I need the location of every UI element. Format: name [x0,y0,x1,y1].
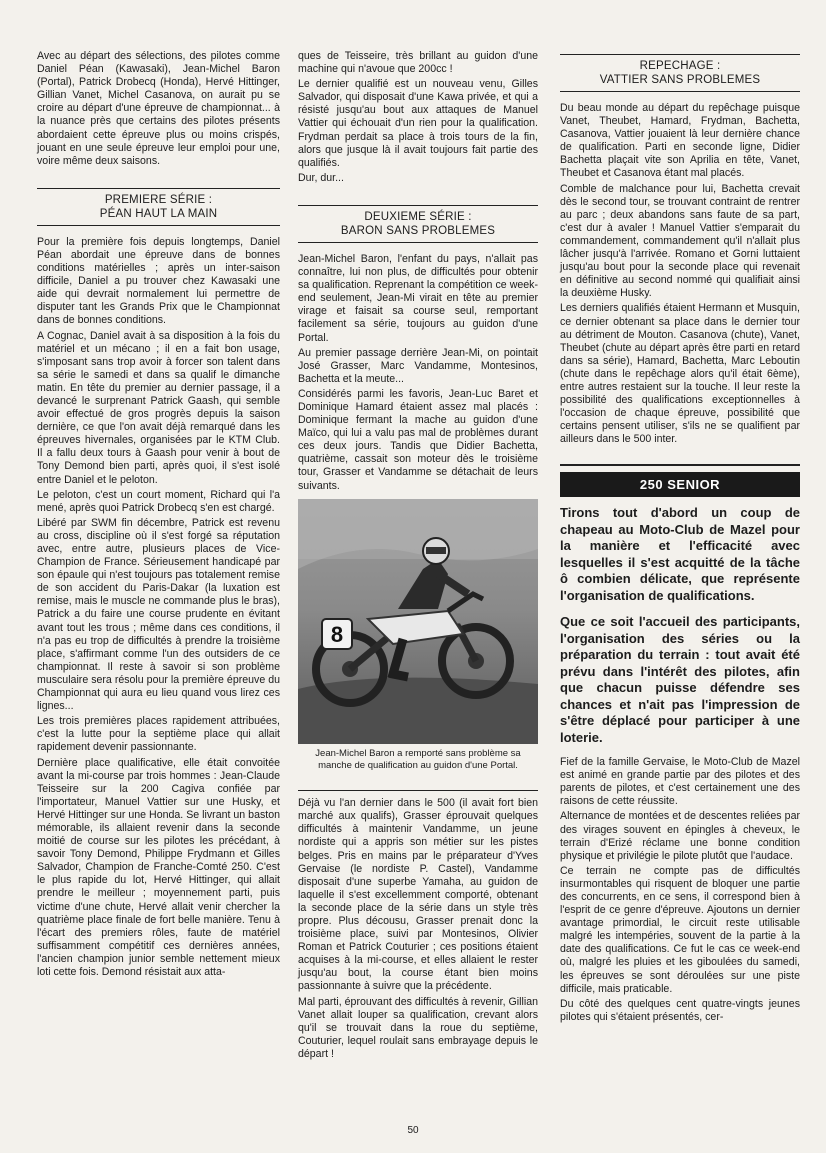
paragraph: A Cognac, Daniel avait à sa disposition à la fois du matériel et un mécano ; il en a fait bon usage, s'imposant sans trop avoir à forcer son talent dans sa série le samedi et dans sa qualif le dimanche matin. En tête du premier au dernier passage, il a devancé le surprenant Patrick Gaash, qui semble avoir effectué de gros progrès depuis la saison dernière, ce que l'on avait déjà remarqué dans les épreuves hivernales, organisées par le KTM Club. Il a fallu deux tours à Gaash pour venir à bout de Tony Demond bien parti, après quoi, il s'est isolé entre Daniel et le peloton. [37,329,280,486]
heading-line-2: BARON SANS PROBLEMES [340,224,496,237]
heading-line-1: REPECHAGE : [639,60,721,72]
divider [560,464,800,466]
motocross-rider-image [298,499,538,744]
paragraph: Fief de la famille Gervaise, le Moto-Club de Mazel est animé en grande partie par des pilotes et des parents de pilotes, et c'est certainement une des raisons de cette réussite. [560,756,800,808]
paragraph: Mal parti, éprouvant des difficultés à revenir, Gillian Vanet allait louper sa qualification, crevant alors qu'il se trouvait dans la roue du septième, Couturier, lequel roulait sans embrayage depuis le départ ! [298,995,538,1060]
paragraph: Dernière place qualificative, elle était convoitée avant la mi-course par trois hommes : Jean-Claude Teisseire sur la 200 Cagiva confiée par l'importateur, Manuel Vattier sur une Husky, et Hervé Hittinger sur une Honda. Se livrant un baston mémorable, ils allaient revenir dans la seconde moitié de course sur les pilotes les précédant, à savoir Tony Demond, Philippe Frydmann et Gilles Salvador, Champion de Franche-Comté 250. C'est le plus rapide du lot, Hervé Hittinger, qui allait prendre le meilleur ; moyennement parti, puis victime d'une chute, Hervé allait venir chercher la quatrième place finale de fort belle manière. Tenu à l'écart des premiers rôles, faute de matériel suffisamment compétitif ces dernières années, l'ancien champion junior semble nettement mieux loti cette fois. Demond résistait aux atta- [37,756,280,978]
heading-line-2: PÉAN HAUT LA MAIN [99,207,218,220]
paragraph: Jean-Michel Baron, l'enfant du pays, n'allait pas connaître, lui non plus, de difficultés pour obtenir sa qualification. Reprenant la compétition ce week-end seulement, Jean-Mi virait en tête au premier virage et faisait sa course seul, remportant facilement sa série, toujours au guidon d'une Portal. [298,252,538,344]
intro-paragraph: Avec au départ des sélections, des pilotes comme Daniel Péan (Kawasaki), Jean-Michel Baron (Portal), Patrick Drobecq (Honda), Hervé Hittinger, Gillian Vanet, Michel Casanova, on aurait pu se croire au départ d'une épreuve de championnat... à la nuance près que certains des pilotes présents abordaient cette épreuve plus ou moins crispés, jouant en une seule épreuve leur emploi pour une, voire même deux saisons. [37,50,280,167]
paragraph: Alternance de montées et de descentes reliées par des virages souvent en épingles à cheveux, le terrain d'Erizé réclame une bonne condition physique et privilégie le pilote plutôt que l'audace. [560,810,800,862]
paragraph: Déjà vu l'an dernier dans le 500 (il avait fort bien marché aux qualifs), Grasser éprouvait quelques difficultés à maintenir Vandamme, un jeune nordiste qui a appris son métier sur les pistes belges. Pris en mains par le préparateur d'Yves Gervaise (le nordiste P. Castel), Vandamme disposait d'une superbe Yamaha, au guidon de laquelle il s'est excellemment comporté, obtenant la seconde place de la série dans un style très propre. Plus décousu, Grasser prenait donc la troisième place, suivi par Montesinos, Olivier Roman et Patrick Couturier ; ces positions étaient acquises à la mi-course, et elles allaient le rester jusqu'au bout, la course étant bien moins passionnante à suivre que la précédente. [298,797,538,993]
number-plate: 8 [330,621,344,647]
page-number: 50 [407,1125,419,1136]
paragraph: Les trois premières places rapidement attribuées, c'est la lutte pour la septième place qui allait rapidement devenir passionnante. [37,715,280,754]
paragraph: Du beau monde au départ du repêchage puisque Vanet, Theubet, Hamard, Frydman, Bachetta, Casanova, Vattier jouaient là leur dernière chance de qualification. Parti en seconde ligne, Didier Bachetta plaçait vite son Aprilia en tête, Vanet, Theubet et Casanova étant mal placés. [560,102,800,180]
heading-line-2: VATTIER SANS PROBLEMES [599,74,761,86]
paragraph: Considérés parmi les favoris, Jean-Luc Baret et Dominique Hamard étaient assez mal placés : Dominique fermant la mache au guidon d'une Maïco, qui lui a valu pas mal de problèmes durant ces deux jours. Tandis que Didier Bachetta, quatrième, cassait son moteur dès le troisième tour, Grasser et Vandamme se détachait de leurs suivants. [298,387,538,492]
paragraph: Comble de malchance pour lui, Bachetta crevait dès le second tour, se trouvant contraint de rentrer au parc ; deux abandons sans faute de sa part, c'est dur à avaler ! Manuel Vattier s'emparait du commandement, commandement qu'il n'allait plus lâcher jusqu'à l'arrivée. Romano et Gorni luttaient jusqu'au bout pour la seconde place qui revenait en définitive au second nommé qui qualifiait ainsi la deuxième Husky. [560,182,800,300]
section-heading [298,205,538,243]
paragraph: Pour la première fois depuis longtemps, Daniel Péan abordait une épreuve dans de bonnes conditions matérielles ; après un inter-saison difficile, Daniel a pu trouver chez Kawasaki une aide qui devrait normalement lui permettre de disputer tant les Grands Prix que le Championnat dans de bonnes conditions. [37,235,280,327]
bold-intro-paragraph: Que ce soit l'accueil des participants, l'organisation des séries ou la préparation du terrain : tout avait été prévu dans l'intérêt des pilotes, afin que chacun puisse défendre ses chances et n'ait pas l'impression de s'être déplacé pour participer à une loterie. [560,614,800,745]
column-3 [560,50,800,1026]
motocross-photo [298,499,538,744]
paragraph: Ce terrain ne compte pas de difficultés insurmontables qui risquent de bloquer une partie des concurrents, en ce sens, il correspond bien à l'esprit de ce genre d'épreuve. Ajoutons un dernier avantage primordial, le circuit reste utilisable malgré les intempéries, souvent de la partie à la date des qualifications. Ce fut le cas ce week-end où, malgré les pluies et les giboulées du samedi, les épreuves se sont déroulées sur une piste difficile, mais praticable. [560,864,800,995]
section-banner: 250 SENIOR [560,472,800,497]
paragraph: Les derniers qualifiés étaient Hermann et Musquin, ce dernier obtenant sa place dans le dernier tour au détriment de Mouton. Casanova (chute), Vanet, Theubet (chute au départ après être parti en retard dans sa série), Hamard, Bachetta, Marc Leboutin (chute dans le repêchage alors qu'il était 6ème), entre autres restaient sur la touche. Il leur reste la possibilité des qualifications exceptionnelles à l'occasion de chaque épreuve, possibilité que certains pensent utiliser, s'ils ne se qualifient par ailleurs dans le 500 inter. [560,302,800,446]
paragraph: Libéré par SWM fin décembre, Patrick est revenu au cross, discipline où il s'est forgé sa réputation avec, entre autre, plusieurs places de Vice-Champion de France. Sérieusement handicapé par son épaule qui n'est toujours pas totalement remise de son accident du Paris-Dakar (la luxation est remise, mais le muscle ne commande plus le bras), Patrick a du faire une course prudente en évitant avant tout les trous ; même dans ces conditions, il n'a pas eu trop de difficultés à prendre la troisième place, s'affirmant comme l'un des outsiders de ce championnat. Il reste à savoir si son problème musculaire sera résolu pour la première épreuve du Championnat qui aura eu lieu quand vous lirez ces lignes... [37,516,280,713]
paragraph: ques de Teisseire, très brillant au guidon d'une machine qui n'avoue que 200cc ! [298,50,538,76]
column-1 [37,50,280,981]
photo-caption: Jean-Michel Baron a remporté sans problème sa manche de qualification au guidon d'une Portal. [315,747,521,771]
paragraph: Au premier passage derrière Jean-Mi, on pointait José Grasser, Marc Vandamme, Montesinos, Bachetta et la meute... [298,346,538,385]
bold-intro-paragraph: Tirons tout d'abord un coup de chapeau au Moto-Club de Mazel pour la manière et l'efficacité avec lesquelles il s'est acquitté de la tâche ô combien délicate, que représente l'organisation de qualifications. [560,505,800,603]
paragraph: Le peloton, c'est un court moment, Richard qui l'a mené, après quoi Patrick Drobecq s'en est chargé. [37,488,280,514]
section-heading [37,188,280,226]
paragraph: Dur, dur... [298,171,344,184]
paragraph: Le dernier qualifié est un nouveau venu, Gilles Salvador, qui disposait d'une Kawa privée, et qui a résisté jusqu'au bout aux attaques de Manuel Vattier qui échouait d'un rien pour la qualification. Frydman perdait sa place à trois tours de la fin, alors que jusque là il avait toujours fait partie des qualifiés. [298,78,538,169]
section-heading [560,54,800,92]
heading-line-1: PREMIERE SÉRIE : [104,193,213,206]
divider [298,790,538,792]
column-2 [298,50,538,1063]
heading-line-1: DEUXIEME SÉRIE : [364,210,472,223]
paragraph: Du côté des quelques cent quatre-vingts jeunes pilotes qui s'étaient présentés, cer- [560,997,800,1023]
